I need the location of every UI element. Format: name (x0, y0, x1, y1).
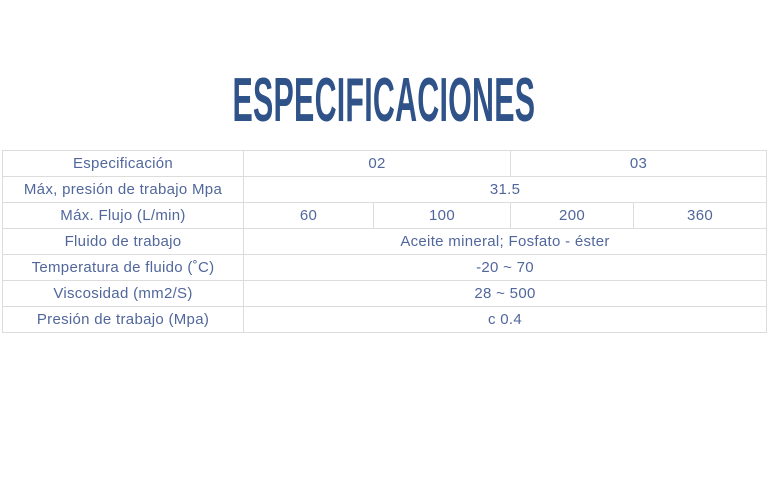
value-cell: Aceite mineral; Fosfato - éster (244, 229, 767, 255)
row-label: Máx, presión de trabajo Mpa (3, 177, 244, 203)
spec-table (2, 150, 767, 333)
value-cell: 31.5 (244, 177, 767, 203)
value-cell: 03 (511, 151, 767, 177)
table-row (3, 281, 767, 307)
value-cell: -20 ~ 70 (244, 255, 767, 281)
row-label: Presión de trabajo (Mpa) (3, 307, 244, 333)
row-label: Máx. Flujo (L/min) (3, 203, 244, 229)
spec-sheet-page (0, 66, 768, 497)
table-row (3, 255, 767, 281)
value-cell: 360 (634, 203, 767, 229)
table-row (3, 307, 767, 333)
table-row (3, 151, 767, 177)
page-title-text: ESPECIFICACIONES (232, 66, 536, 135)
table-row (3, 203, 767, 229)
value-cell: 02 (244, 151, 511, 177)
row-label: Fluido de trabajo (3, 229, 244, 255)
row-label: Viscosidad (mm2/S) (3, 281, 244, 307)
value-cell: 28 ~ 500 (244, 281, 767, 307)
row-label: Temperatura de fluido (˚C) (3, 255, 244, 281)
value-cell: 60 (244, 203, 374, 229)
row-label: Especificación (3, 151, 244, 177)
value-cell: 100 (374, 203, 511, 229)
page-title (0, 66, 768, 135)
table-row (3, 229, 767, 255)
value-cell: c 0.4 (244, 307, 767, 333)
value-cell: 200 (511, 203, 634, 229)
spec-table-body (3, 151, 767, 333)
table-row (3, 177, 767, 203)
